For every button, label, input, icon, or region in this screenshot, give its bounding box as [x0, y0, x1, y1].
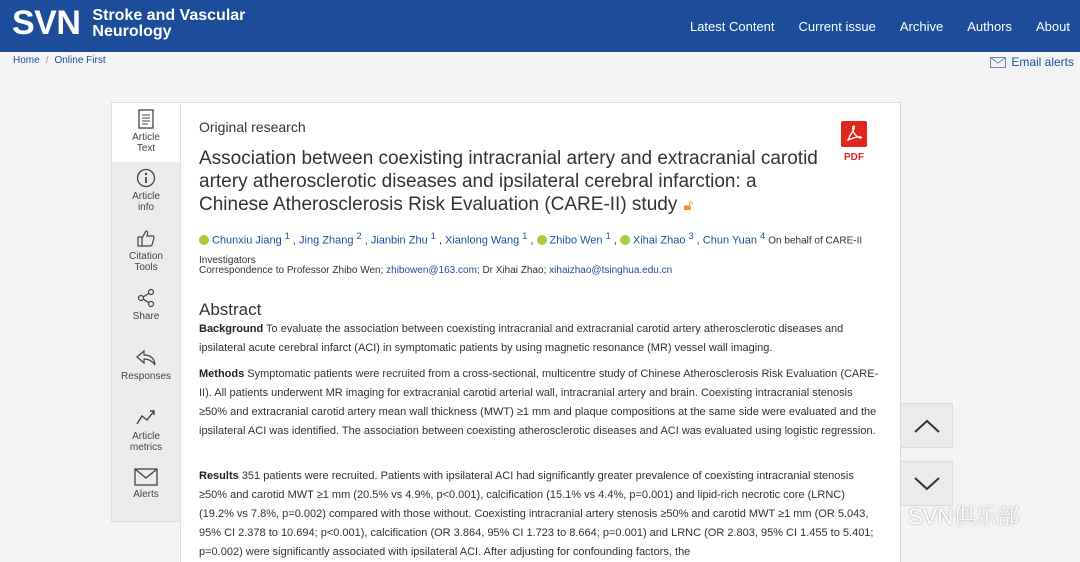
methods-label: Methods [199, 368, 245, 380]
article-title [199, 147, 819, 217]
author-link[interactable]: Xihai Zhao [632, 234, 686, 247]
sidebar-item-share[interactable] [111, 282, 181, 342]
nav-current-issue[interactable]: Current issue [798, 18, 876, 34]
journal-logo[interactable] [12, 4, 245, 43]
abstract-background [199, 320, 879, 358]
sidebar-label: Article [132, 132, 160, 143]
top-nav [666, 0, 1070, 52]
author-link[interactable]: Chun Yuan [702, 234, 758, 247]
share-icon [136, 288, 156, 308]
author-link[interactable]: Jianbin Zhu [370, 234, 428, 247]
breadcrumb-section[interactable]: Online First [54, 55, 106, 66]
sidebar-label: Share [132, 311, 160, 322]
author-link[interactable]: Zhibo Wen [549, 234, 603, 247]
site-header [0, 0, 1080, 52]
article-title-text: Association between coexisting intracranial artery and extracranial carotid artery atherosclerotic diseases and ipsilateral cerebral infarction: a Chinese Atherosclerosis Risk Evaluation (CARE-II) study [199, 148, 818, 215]
author-link[interactable]: Xianlong Wang [445, 234, 520, 247]
author-affiliation: 4 [760, 231, 766, 241]
nav-about[interactable]: About [1036, 18, 1070, 34]
author-affiliation: 3 [688, 231, 694, 241]
document-icon [138, 109, 154, 129]
behalf-note: On behalf of CARE-II Investigators [199, 235, 863, 266]
watermark [868, 500, 1019, 531]
sidebar-label: Citation [129, 251, 163, 262]
methods-text: Symptomatic patients were recruited from a cross-sectional, multicentre study of Chinese Atherosclerosis Risk Evaluation (CARE-II). All patients underwent MR imaging for extracranial carotid arterial wall, intracranial artery and brain. Coexisting intracranial stenosis ≥50% and extracranial carotid artery mean wall thickness (MWT) ≥1 mm and plaque compositions at the same side were evaluated and the ipsilateral ACI was identified. The association between coexisting atherosclerotic diseases and ACI was evaluated using logistic regression. [199, 368, 879, 437]
corr-mid: ; Dr Xihai Zhao; [476, 265, 547, 276]
envelope-icon [134, 468, 158, 486]
sidebar-item-article-text[interactable] [111, 102, 181, 162]
corr-email-link[interactable]: zhibowen@163.com [386, 265, 477, 276]
sidebar-label: Alerts [133, 489, 159, 500]
breadcrumb [13, 55, 106, 66]
watermark-text: SVN俱乐部 [908, 504, 1020, 529]
corr-prefix: Correspondence to Professor Zhibo Wen; [199, 265, 384, 276]
author-affiliation: 1 [430, 231, 436, 241]
article-type: Original research [199, 119, 306, 135]
abstract-heading: Abstract [199, 300, 262, 319]
pdf-icon [841, 121, 867, 147]
open-access-icon: 🔓︎ [683, 197, 694, 214]
author-affiliation: 1 [522, 231, 528, 241]
pdf-download-button[interactable] [840, 121, 868, 163]
thumbs-up-icon [136, 228, 156, 248]
author-affiliation: 1 [284, 231, 290, 241]
logo-abbr: SVN [12, 4, 81, 42]
info-icon [136, 168, 156, 188]
chart-icon [135, 408, 157, 428]
orcid-icon[interactable] [199, 235, 209, 245]
author-list: Chunxiu Jiang $^1$ , Jing Zhang $^2$ , Jianbin Zhu $^1$ , Xianlong Wang $^1$ , Zhibo Wen $^1$ , Xihai Zhao $^3$ , Chun Yuan $^4$ On behalf of CARE-II Investigators [199, 231, 863, 266]
sidebar-item-alerts[interactable] [111, 462, 181, 522]
article-panel [180, 102, 901, 562]
sidebar-label: Article [132, 431, 160, 442]
sidebar-label: Tools [134, 262, 158, 273]
email-alerts-label: Email alerts [1011, 55, 1074, 69]
orcid-icon[interactable] [537, 235, 547, 245]
sidebar-label: Text [136, 143, 156, 154]
background-label: Background [199, 323, 264, 335]
sidebar-item-article-info[interactable] [111, 162, 181, 222]
logo-name-line1: Stroke and Vascular [92, 6, 246, 24]
results-text: 351 patients were recruited. Patients with ipsilateral ACI had significantly greater prevalence of coexisting intracranial stenosis ≥50% and carotid MWT ≥1 mm (20.5% vs 4.9%, p<0.001), calcification (15.1% vs 4.4%, p=0.001) and lipid-rich necrotic core (LRNC) (19.2% vs 7.8%, p=0.002) compared with those without. Coexisting intracranial artery stenosis ≥50% and carotid MWT ≥1 mm (OR 5.043, 95% CI 2.378 to 10.694; p<0.001), calcification (OR 3.864, 95% CI 1.723 to 8.664; p=0.001) and LRNC (OR 2.803, 95% CI 1.455 to 5.401; p=0.002) were significantly associated with ipsilateral ACI. After adjusting for confounding factors, the [199, 470, 874, 558]
chevron-down-icon [913, 476, 941, 492]
article-sidebar [111, 102, 181, 522]
correspondence [199, 265, 672, 276]
wechat-icon [868, 502, 902, 530]
corr-email-link[interactable]: xihaizhao@tsinghua.edu.cn [549, 265, 673, 276]
sidebar-label: metrics [129, 442, 163, 453]
abstract-results [199, 467, 879, 562]
sidebar-label: Article [132, 191, 160, 202]
reply-icon [135, 348, 157, 368]
pdf-label: PDF [844, 152, 864, 163]
nav-authors[interactable]: Authors [967, 18, 1013, 34]
author-link[interactable]: Chunxiu Jiang [212, 234, 282, 247]
nav-archive[interactable]: Archive [899, 18, 944, 34]
logo-name [92, 8, 245, 40]
sidebar-item-citation-tools[interactable] [111, 222, 181, 282]
orcid-icon[interactable] [620, 235, 630, 245]
background-text: To evaluate the association between coexisting intracranial and extracranial carotid artery atherosclerotic diseases and ipsilateral acute cerebral infarct (ACI) in symptomatic patients by using magnetic resonance (MR) vessel wall imaging. [199, 323, 844, 354]
author-affiliation: 2 [356, 231, 362, 241]
abstract-methods [199, 365, 879, 441]
envelope-icon [990, 57, 1006, 68]
author-affiliation: 1 [605, 231, 611, 241]
breadcrumb-separator: / [45, 55, 49, 66]
nav-latest-content[interactable]: Latest Content [689, 18, 775, 34]
scroll-up-button[interactable] [900, 403, 953, 448]
sidebar-label: Responses [120, 371, 172, 382]
sidebar-item-responses[interactable] [111, 342, 181, 402]
author-link[interactable]: Jing Zhang [299, 234, 354, 247]
chevron-up-icon [913, 418, 941, 434]
sidebar-label: info [137, 202, 155, 213]
breadcrumb-home[interactable]: Home [13, 55, 40, 66]
email-alerts-link[interactable] [990, 55, 1074, 69]
logo-name-line2: Neurology [92, 22, 172, 40]
sidebar-item-article-metrics[interactable] [111, 402, 181, 462]
results-label: Results [199, 470, 239, 482]
